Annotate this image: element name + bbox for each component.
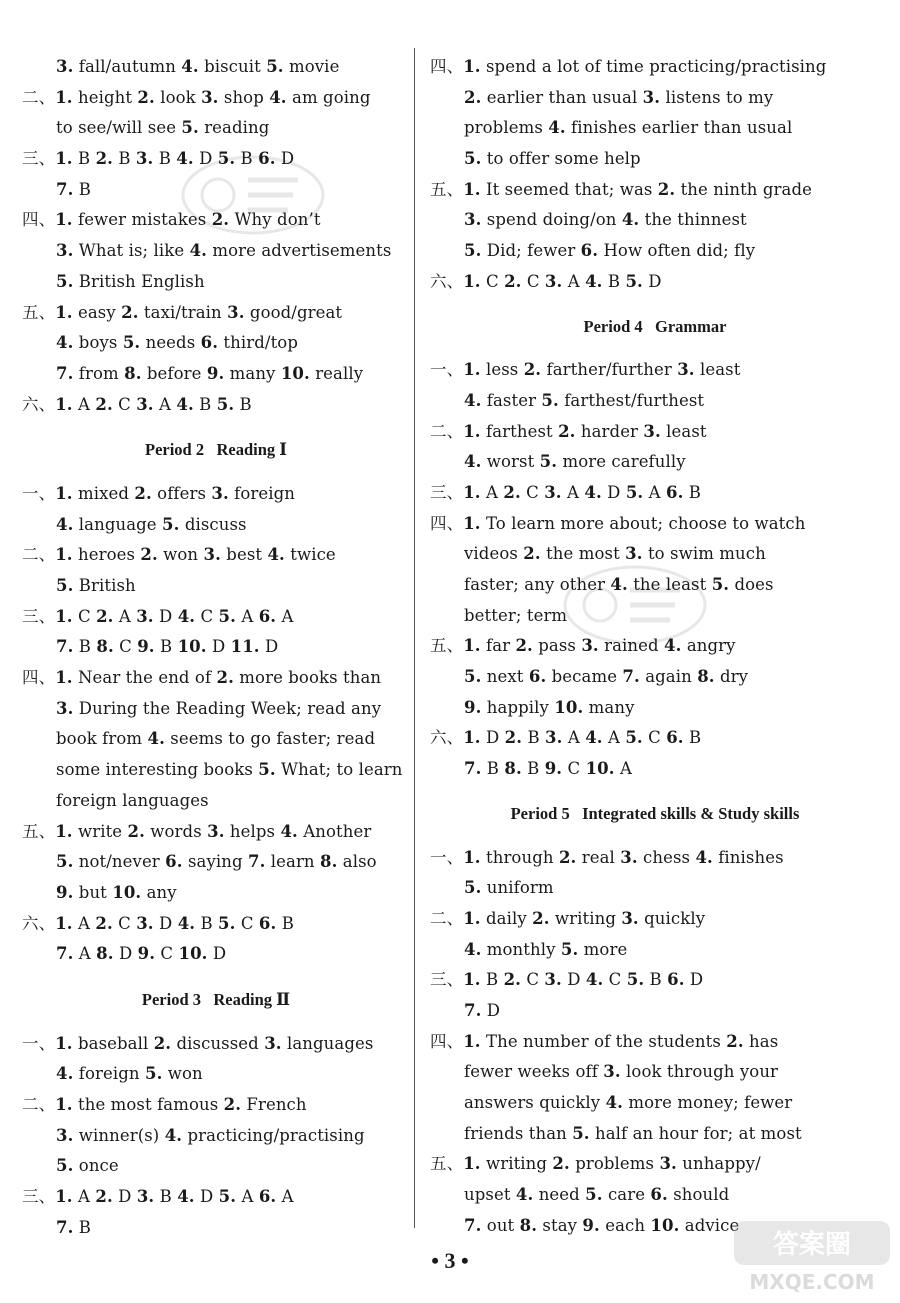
answer-line: 五、1. It seemed that; was 2. the ninth grade — [430, 179, 812, 199]
answer-line: 7. from 8. before 9. many 10. really — [56, 363, 364, 383]
answer-line: friends than 5. half an hour for; at most — [464, 1123, 802, 1143]
answer-line: 六、1. A 2. C 3. A 4. B 5. B — [22, 394, 252, 414]
answer-line: 5. to offer some help — [464, 149, 641, 169]
answer-line: 7. B 8. C 9. B 10. D 11. D — [56, 637, 279, 657]
answer-line: 三、1. A 2. D 3. B 4. D 5. A 6. A — [22, 1187, 294, 1207]
answer-line: 五、1. write 2. words 3. helps 4. Another — [22, 821, 372, 841]
answer-line: answers quickly 4. more money; fewer — [464, 1093, 793, 1112]
watermark-stamp-icon — [560, 560, 710, 650]
answer-line: 9. but 10. any — [56, 882, 177, 902]
answer-line: 二、1. daily 2. writing 3. quickly — [430, 908, 706, 928]
answer-line: 一、1. less 2. farther/further 3. least — [430, 360, 741, 380]
answer-line: 5. once — [56, 1156, 119, 1176]
answer-line: videos 2. the most 3. to swim much — [464, 544, 766, 564]
answer-line: 二、1. height 2. look 3. shop 4. am going — [22, 87, 371, 107]
answer-line: 5. uniform — [464, 878, 554, 898]
column-divider — [414, 48, 415, 1228]
answer-line: 7. B 8. B 9. C 10. A — [464, 759, 632, 779]
answer-line: upset 4. need 5. care 6. should — [464, 1185, 730, 1205]
answer-line: 二、1. the most famous 2. French — [22, 1095, 307, 1114]
svg-text:答案圈: 答案圈 — [772, 1230, 852, 1260]
answer-line: 3. fall/autumn 4. biscuit 5. movie — [56, 57, 340, 76]
answer-line: 四、1. The number of the students 2. has — [430, 1031, 779, 1051]
answer-line: faster; any other 4. the least 5. does — [464, 575, 774, 594]
page-number: • 3 • — [431, 1248, 469, 1273]
section-heading: Period 3 Reading Ⅱ — [141, 989, 291, 1009]
answer-line: fewer weeks off 3. look through your — [464, 1062, 779, 1082]
answer-line: 2. earlier than usual 3. listens to my — [464, 87, 774, 107]
answer-line: 四、1. Near the end of 2. more books than — [22, 668, 382, 688]
answer-line: 三、1. B 2. C 3. D 4. C 5. B 6. D — [430, 970, 704, 990]
answer-line: 三、1. A 2. C 3. A 4. D 5. A 6. B — [430, 482, 702, 502]
section-heading: Period 5 Integrated skills & Study skills — [510, 803, 800, 823]
answer-line: 3. During the Reading Week; read any — [56, 698, 382, 718]
answer-line: to see/will see 5. reading — [56, 118, 270, 138]
answer-line: 二、1. heroes 2. won 3. best 4. twice — [22, 545, 336, 565]
answer-line: 7. A 8. D 9. C 10. D — [56, 944, 227, 964]
answer-line: 三、1. B 2. B 3. B 4. D 5. B 6. D — [22, 149, 295, 169]
answer-line: 六、1. A 2. C 3. D 4. B 5. C 6. B — [22, 913, 294, 933]
answer-line: 5. not/never 6. saying 7. learn 8. also — [56, 852, 377, 872]
answer-line: some interesting books 5. What; to learn — [56, 760, 403, 780]
answer-line: book from 4. seems to go faster; read — [56, 729, 376, 749]
answer-line: 4. faster 5. farthest/furthest — [464, 390, 705, 410]
answer-line: 5. British — [56, 576, 136, 595]
answer-line: 4. boys 5. needs 6. third/top — [56, 333, 298, 353]
answer-line: 五、1. easy 2. taxi/train 3. good/great — [22, 302, 343, 322]
answer-line: 六、1. C 2. C 3. A 4. B 5. D — [430, 271, 662, 291]
site-watermark-logo — [732, 1217, 892, 1297]
answer-line: 五、1. far 2. pass 3. rained 4. angry — [430, 636, 736, 656]
answer-line: 四、1. To learn more about; choose to watch — [430, 513, 806, 533]
answer-line: 5. next 6. became 7. again 8. dry — [464, 667, 749, 687]
answer-line: 5. Did; fewer 6. How often did; fly — [464, 241, 756, 261]
section-heading: Period 4 Grammar — [583, 316, 727, 336]
section-heading: Period 2 Reading Ⅰ — [144, 440, 287, 460]
watermark-stamp-icon — [178, 150, 328, 240]
answer-line: 3. winner(s) 4. practicing/practising — [56, 1125, 365, 1145]
answer-line: 二、1. farthest 2. harder 3. least — [430, 421, 707, 441]
answer-line: 六、1. D 2. B 3. A 4. A 5. C 6. B — [430, 728, 702, 748]
answer-line: 4. worst 5. more carefully — [464, 452, 686, 472]
answer-line: 4. language 5. discuss — [56, 514, 247, 534]
answer-line: 三、1. C 2. A 3. D 4. C 5. A 6. A — [22, 606, 294, 626]
answer-line: 5. British English — [56, 271, 205, 291]
answer-line: 7. B — [56, 1217, 92, 1237]
answer-line: foreign languages — [56, 790, 209, 810]
answer-line: 一、1. baseball 2. discussed 3. languages — [22, 1033, 374, 1053]
answer-line: 一、1. mixed 2. offers 3. foreign — [22, 483, 296, 503]
answer-line: 一、1. through 2. real 3. chess 4. finishes — [430, 847, 784, 867]
answer-line: 7. D — [464, 1000, 501, 1020]
answer-line: 9. happily 10. many — [464, 697, 635, 717]
answer-line: 4. foreign 5. won — [56, 1064, 203, 1084]
answer-line: 7. out 8. stay 9. each 10. advice — [464, 1215, 740, 1235]
answer-line: 3. What is; like 4. more advertisements — [56, 241, 392, 261]
answer-line: 7. B — [56, 179, 92, 199]
answer-line: problems 4. finishes earlier than usual — [464, 118, 793, 138]
answer-line: better; term — [464, 605, 568, 625]
answer-line: 五、1. writing 2. problems 3. unhappy/ — [430, 1154, 761, 1174]
svg-text:MXQE.COM: MXQE.COM — [749, 1270, 875, 1294]
answer-line: 四、1. spend a lot of time practicing/practising — [430, 57, 827, 76]
answer-line: 3. spend doing/on 4. the thinnest — [464, 210, 747, 230]
answer-line: 4. monthly 5. more — [464, 939, 628, 959]
answer-line: 四、1. fewer mistakes 2. Why don’t — [22, 210, 321, 230]
